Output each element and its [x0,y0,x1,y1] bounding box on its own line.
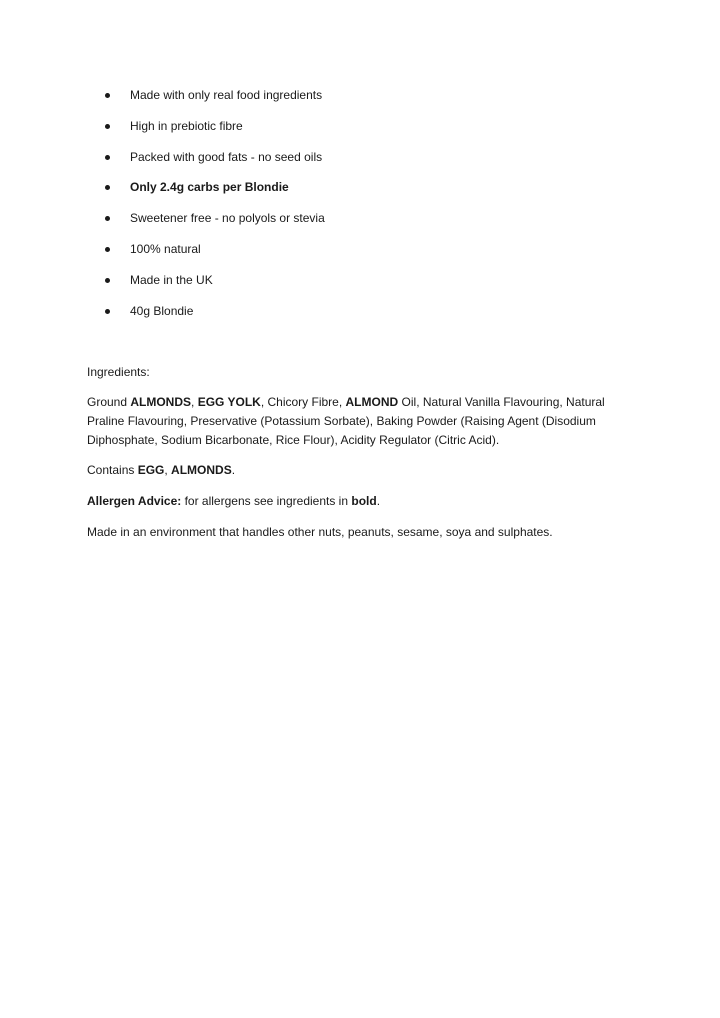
contains-statement [87,461,617,480]
allergen-almonds: ALMONDS [130,395,192,409]
ingredients-paragraph [87,393,617,450]
list-item-text: Made in the UK [130,272,213,287]
ingredients-text: , [191,395,198,409]
environment-statement: Made in an environment that handles other nuts, peanuts, sesame, soya and sulphates. [87,525,553,539]
list-item-text: 100% natural [130,241,201,256]
allergen-bold-word: bold [351,494,377,508]
bullet-icon [105,247,110,252]
contains-prefix: Contains [87,463,138,477]
ingredients-text: Ground [87,395,131,409]
allergen-almond: ALMOND [345,395,399,409]
ingredients-text: Oil, Natural Vanilla Flavouring, Natural Praline Flavouring, Preservative (Potassium Sorbate), Baking Powder (Raising Agent (Disodium Diphosphate, Sodium Bicarbonate, Rice Flour), Acidity Regulator (Citric Acid). [87,395,605,447]
bullet-icon [105,155,110,160]
list-item-text: Sweetener free - no polyols or stevia [130,211,325,226]
allergen-egg-yolk: EGG YOLK [197,395,261,409]
contains-egg: EGG [137,463,165,477]
list-item-text: Only 2.4g carbs per Blondie [130,180,289,195]
allergen-text: for allergens see ingredients in [181,494,352,508]
allergen-suffix: . [376,494,381,508]
list-item-text: High in prebiotic fibre [130,118,243,133]
list-item-text: 40g Blondie [130,303,194,318]
allergen-advice [87,492,617,511]
contains-almonds: ALMONDS [171,463,232,477]
allergen-label: Allergen Advice: [87,494,182,508]
bullet-icon [105,278,110,283]
bullet-icon [105,309,110,314]
bullet-icon [105,93,110,98]
bullet-icon [105,185,110,190]
bullet-icon [105,124,110,129]
contains-suffix: . [231,463,236,477]
bullet-icon [105,216,110,221]
list-item-text: Made with only real food ingredients [130,88,323,102]
ingredients-heading: Ingredients: [87,365,150,379]
contains-separator: , [164,463,172,477]
ingredients-text: , Chicory Fibre, [260,395,346,409]
list-item-text: Packed with good fats - no seed oils [130,149,323,164]
